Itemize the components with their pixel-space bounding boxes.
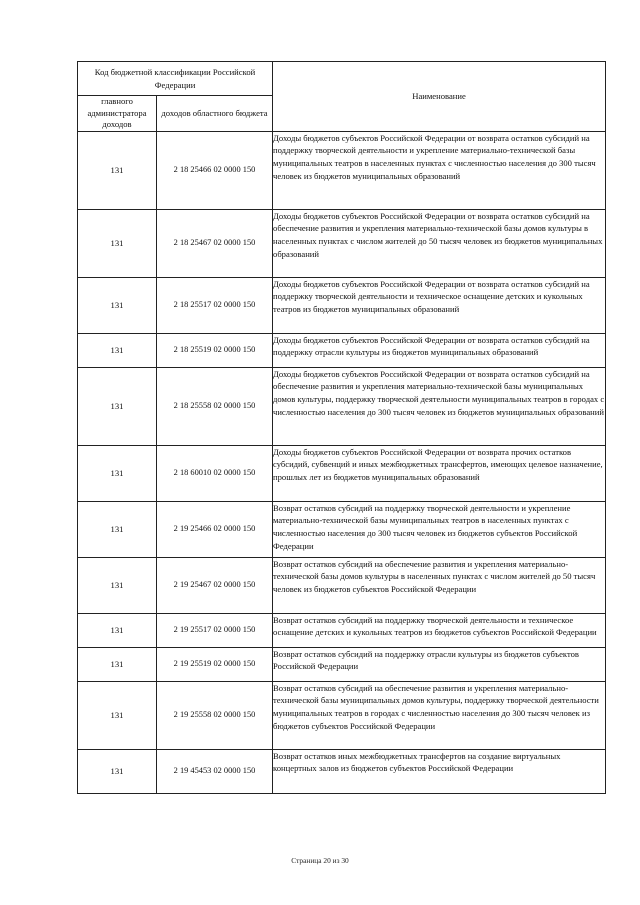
table-row bbox=[78, 277, 606, 333]
cell-name: Доходы бюджетов субъектов Российской Федерации от возврата остатков субсидий на поддержку отрасли культуры из бюджетов муниципальных образований bbox=[273, 333, 606, 367]
cell-name: Возврат остатков субсидий на поддержку творческой деятельности и укрепление материально-технической базы муниципальных театров в населенных пунктах с численностью населения до 300 тысяч человек из бюджетов субъектов Российской Федерации bbox=[273, 501, 606, 557]
header-name: Наименование bbox=[273, 62, 606, 132]
cell-administrator-code: 131 bbox=[78, 131, 157, 209]
cell-income-code: 2 18 25558 02 0000 150 bbox=[157, 367, 273, 445]
cell-administrator-code: 131 bbox=[78, 445, 157, 501]
cell-income-code: 2 19 45453 02 0000 150 bbox=[157, 749, 273, 793]
page-number: Страница 20 из 30 bbox=[291, 856, 349, 865]
cell-income-code: 2 18 25467 02 0000 150 bbox=[157, 209, 273, 277]
cell-income-code: 2 19 25467 02 0000 150 bbox=[157, 557, 273, 613]
cell-name: Возврат остатков иных межбюджетных трансфертов на создание виртуальных концертных залов из бюджетов субъектов Российской Федерации bbox=[273, 749, 606, 793]
cell-name: Доходы бюджетов субъектов Российской Федерации от возврата остатков субсидий на поддержку творческой деятельности и укрепление материально-технической базы муниципальных театров в населенных пунктах с численностью населения до 300 тысяч человек из бюджетов муниципальных образований bbox=[273, 131, 606, 209]
table-row bbox=[78, 647, 606, 681]
table-row bbox=[78, 749, 606, 793]
cell-administrator-code: 131 bbox=[78, 333, 157, 367]
cell-name: Доходы бюджетов субъектов Российской Федерации от возврата прочих остатков субсидий, субвенций и иных межбюджетных трансфертов, имеющих целевое назначение, прошлых лет из бюджетов муниципальных образований bbox=[273, 445, 606, 501]
cell-income-code: 2 19 25519 02 0000 150 bbox=[157, 647, 273, 681]
cell-name: Доходы бюджетов субъектов Российской Федерации от возврата остатков субсидий на обеспечение развития и укрепления материально-технической базы домов культуры в населенных пунктах с числом жителей до 50 тысяч человек из бюджетов муниципальных образований bbox=[273, 209, 606, 277]
table-row bbox=[78, 681, 606, 749]
table-header bbox=[78, 62, 606, 132]
table-row bbox=[78, 557, 606, 613]
cell-name: Возврат остатков субсидий на обеспечение развития и укрепления материально-технической базы муниципальных домов культуры, поддержку творческой деятельности муниципальных театров в городах с численностью населения до 300 тысяч человек из бюджетов субъектов Российской Федерации bbox=[273, 681, 606, 749]
cell-administrator-code: 131 bbox=[78, 681, 157, 749]
cell-income-code: 2 19 25558 02 0000 150 bbox=[157, 681, 273, 749]
table-row bbox=[78, 367, 606, 445]
cell-administrator-code: 131 bbox=[78, 749, 157, 793]
cell-administrator-code: 131 bbox=[78, 613, 157, 647]
budget-classification-table bbox=[77, 61, 606, 794]
cell-income-code: 2 18 25517 02 0000 150 bbox=[157, 277, 273, 333]
header-budget-code-group: Код бюджетной классификации Российской Федерации bbox=[78, 62, 273, 96]
cell-administrator-code: 131 bbox=[78, 367, 157, 445]
cell-name: Доходы бюджетов субъектов Российской Федерации от возврата остатков субсидий на обеспечение развития и укрепления материально-технической базы муниципальных домов культуры, поддержку творческой деятельности муниципальных театров в городах с численностью населения до 300 тысяч человек из бюджетов муниципальных образований bbox=[273, 367, 606, 445]
cell-income-code: 2 18 25519 02 0000 150 bbox=[157, 333, 273, 367]
cell-administrator-code: 131 bbox=[78, 557, 157, 613]
cell-income-code: 2 19 25466 02 0000 150 bbox=[157, 501, 273, 557]
table-row bbox=[78, 333, 606, 367]
cell-name: Доходы бюджетов субъектов Российской Федерации от возврата остатков субсидий на поддержку творческой деятельности и техническое оснащение детских и кукольных театров из бюджетов муниципальных образований bbox=[273, 277, 606, 333]
cell-administrator-code: 131 bbox=[78, 647, 157, 681]
header-regional-budget-income: доходов областного бюджета bbox=[157, 96, 273, 132]
table-row bbox=[78, 209, 606, 277]
cell-income-code: 2 18 25466 02 0000 150 bbox=[157, 131, 273, 209]
cell-administrator-code: 131 bbox=[78, 277, 157, 333]
cell-name: Возврат остатков субсидий на обеспечение развития и укрепления материально-технической базы домов культуры в населенных пунктах с числом жителей до 50 тысяч человек из бюджетов субъектов Российской Федерации bbox=[273, 557, 606, 613]
table-row bbox=[78, 131, 606, 209]
table-row bbox=[78, 445, 606, 501]
table-row bbox=[78, 501, 606, 557]
cell-name: Возврат остатков субсидий на поддержку творческой деятельности и техническое оснащение детских и кукольных театров из бюджетов субъектов Российской Федерации bbox=[273, 613, 606, 647]
cell-administrator-code: 131 bbox=[78, 209, 157, 277]
cell-administrator-code: 131 bbox=[78, 501, 157, 557]
header-chief-administrator: главного администратора доходов bbox=[78, 96, 157, 132]
table-body bbox=[78, 131, 606, 793]
table-row bbox=[78, 613, 606, 647]
cell-income-code: 2 18 60010 02 0000 150 bbox=[157, 445, 273, 501]
cell-name: Возврат остатков субсидий на поддержку отрасли культуры из бюджетов субъектов Российской Федерации bbox=[273, 647, 606, 681]
cell-income-code: 2 19 25517 02 0000 150 bbox=[157, 613, 273, 647]
